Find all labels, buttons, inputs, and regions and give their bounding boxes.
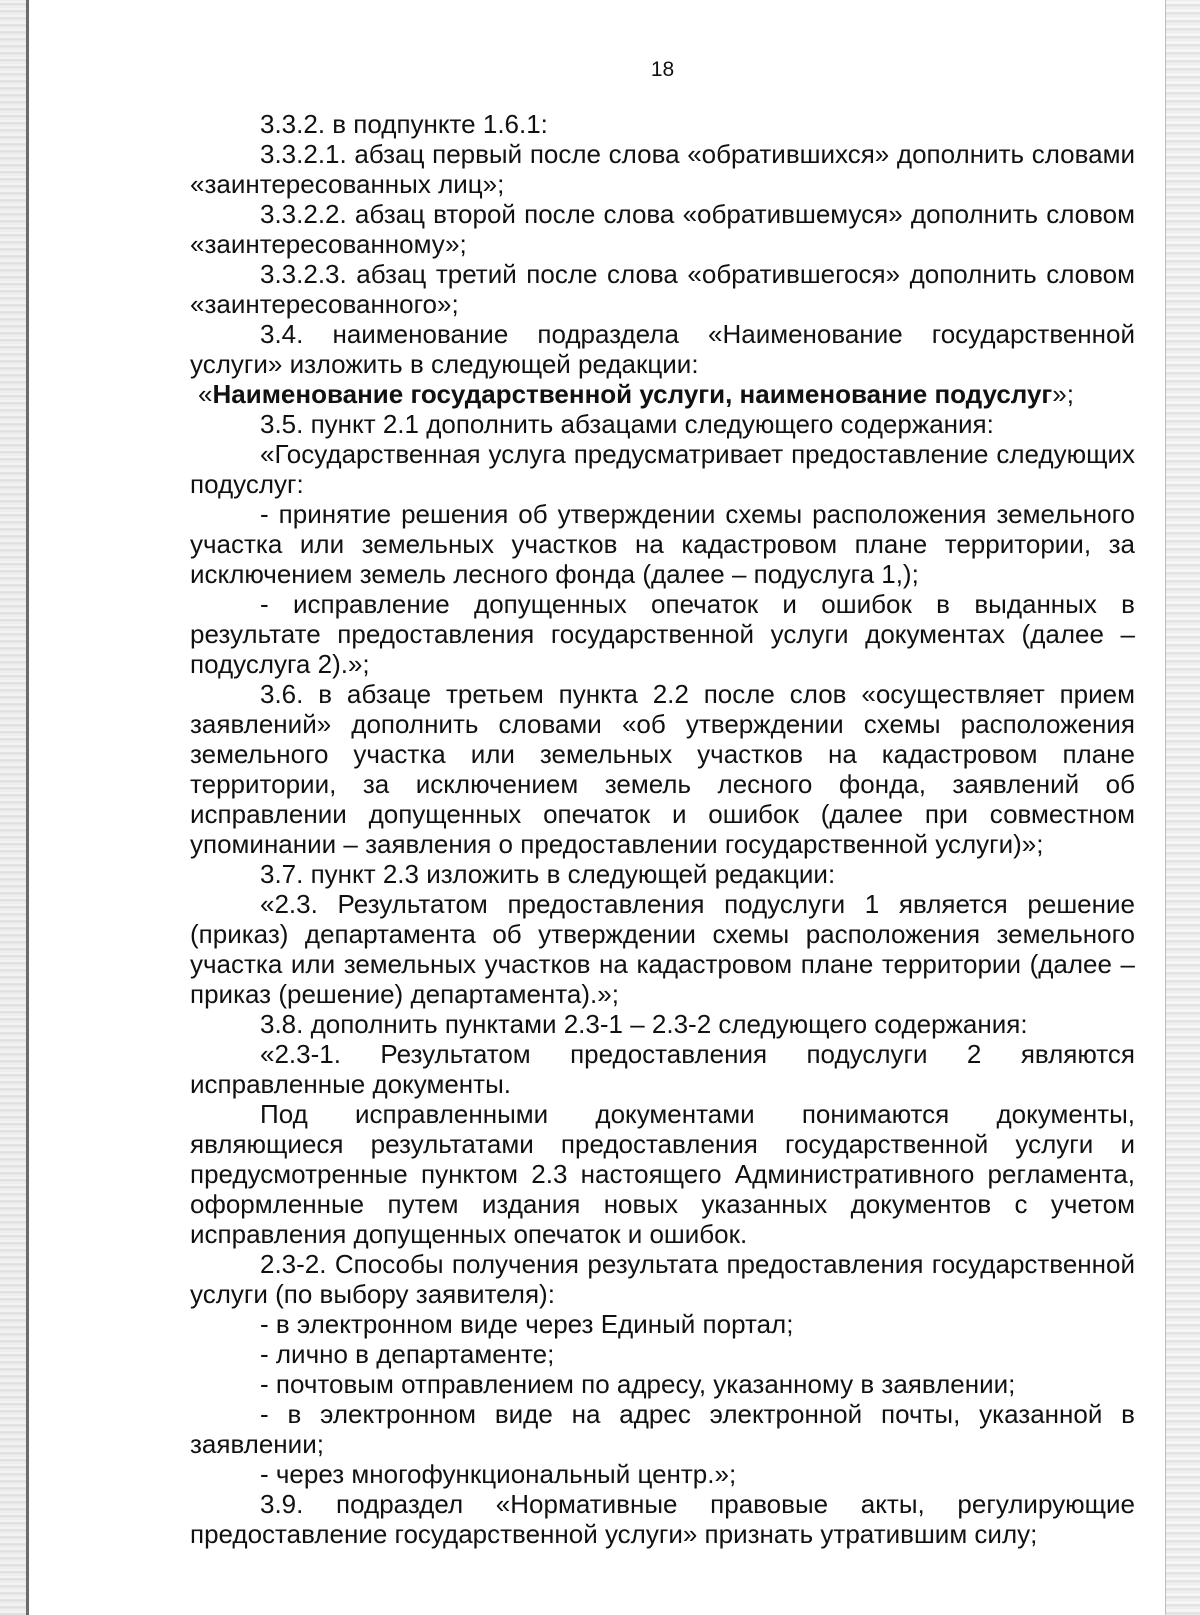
list-item: - через многофункциональный центр.»; — [260, 1459, 737, 1489]
paragraph: «2.3. Результатом предоставления подуслуги 1 является решение (приказ) департамента об утверждении схемы расположения земельного участка или земельных участков на кадастровом плане территории (далее – приказ (решение) департамента).»; — [190, 889, 1135, 1009]
list-item: - принятие решения об утверждении схемы расположения земельного участка или земельных участков на кадастровом плане территории, за исключением земель лесного фонда (далее – подуслуга 1,); — [190, 499, 1135, 589]
paragraph: 3.9. подраздел «Нормативные правовые акты, регулирующие предоставление государственной услуги» признать утратившим силу; — [190, 1489, 1135, 1549]
paragraph: 3.6. в абзаце третьем пункта 2.2 после слов «осуществляет прием заявлений» дополнить словами «об утверждении схемы расположения земельного участка или земельных участков на кадастровом плане территории, за исключением земель лесного фонда, заявлений об исправлении допущенных опечаток и ошибок (далее при совместном упоминании – заявления о предоставлении государственной услуги)»; — [190, 679, 1135, 859]
scan-edge-left — [0, 0, 29, 1615]
paragraph: 3.3.2.2. абзац второй после слова «обратившемуся» дополнить словом «заинтересованному»; — [190, 199, 1135, 259]
list-item: - в электронном виде через Единый портал; — [260, 1309, 794, 1339]
paragraph: Под исправленными документами понимаются документы, являющиеся результатами предоставления государственной услуги и предусмотренные пунктом 2.3 настоящего Административного регламента, оформленные путем издания новых указанных документов с учетом исправления допущенных опечаток и ошибок. — [190, 1099, 1135, 1249]
list-item: - исправление допущенных опечаток и ошибок в выданных в результате предоставления государственной услуги документах (далее – подуслуга 2).»; — [190, 589, 1135, 679]
paragraph: 3.4. наименование подраздела «Наименование государственной услуги» изложить в следующей редакции: — [190, 319, 1135, 379]
paragraph: 3.8. дополнить пунктами 2.3-1 – 2.3-2 следующего содержания: — [260, 1009, 1028, 1039]
bold-heading-text: Наименование государственной услуги, наименование подуслуг — [212, 379, 1053, 409]
paragraph: 3.3.2.1. абзац первый после слова «обратившихся» дополнить словами «заинтересованных лиц»; — [190, 139, 1135, 199]
quote-open: « — [198, 379, 213, 409]
page-number: 18 — [650, 58, 675, 81]
paragraph: 3.7. пункт 2.3 изложить в следующей редакции: — [260, 859, 836, 889]
paragraph: 3.3.2.3. абзац третий после слова «обратившегося» дополнить словом «заинтересованного»; — [190, 259, 1135, 319]
document-body — [190, 109, 1135, 1549]
list-item: - лично в департаменте; — [260, 1339, 555, 1369]
paragraph: 3.3.2. в подпункте 1.6.1: — [260, 109, 548, 139]
list-item: - почтовым отправлением по адресу, указанному в заявлении; — [260, 1369, 1016, 1399]
list-item: - в электронном виде на адрес электронной почты, указанной в заявлении; — [190, 1399, 1135, 1459]
quote-close: »; — [1052, 379, 1074, 409]
paragraph: 3.5. пункт 2.1 дополнить абзацами следующего содержания: — [260, 409, 994, 439]
bold-heading-line — [190, 379, 1135, 409]
paragraph: 2.3-2. Способы получения результата предоставления государственной услуги (по выбору заявителя): — [190, 1249, 1135, 1309]
paragraph: «Государственная услуга предусматривает предоставление следующих подуслуг: — [190, 439, 1135, 499]
scan-edge-right — [1165, 0, 1200, 1615]
paragraph: «2.3-1. Результатом предоставления подуслуги 2 являются исправленные документы. — [190, 1039, 1135, 1099]
